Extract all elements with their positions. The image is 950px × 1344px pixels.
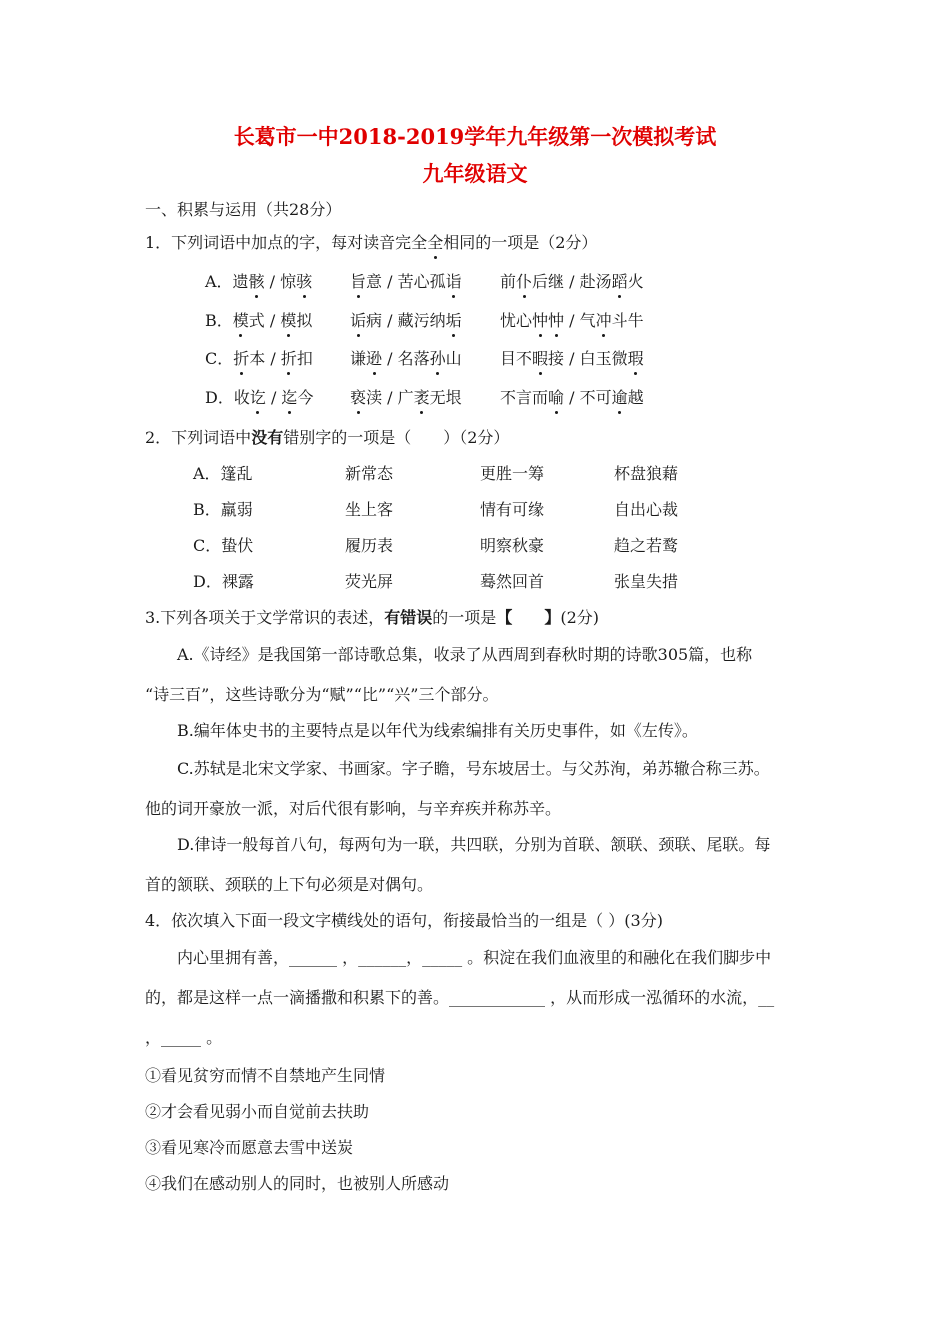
q4-choice-item: ④我们在感动别人的同时，也被别人所感动 — [145, 1174, 450, 1193]
q4-passage-line: 内心里拥有善，______ ，______，_____ 。积淀在我们血液里的和融化在我们脚步中 — [177, 948, 772, 967]
q4-choice-item: ③看见寒冷而愿意去雪中送炭 — [145, 1138, 354, 1157]
q4-choice-item: ①看见贫穷而情不自禁地产生同情 — [145, 1066, 386, 1085]
exam-subtitle: 九年级语文 — [422, 161, 528, 186]
q3-line: “诗三百”，这些诗歌分为“赋”“比”“兴”三个部分。 — [145, 685, 499, 704]
q3-line: 他的词开豪放一派，对后代很有影响，与辛弃疾并称苏辛。 — [145, 799, 562, 818]
q4-passage-line: ，_____ 。 — [145, 1028, 223, 1047]
section-heading: 一、积累与运用（共28分） — [145, 200, 342, 219]
q1-stem: 1．下列词语中加点的字，每对读音完全全相同的一项是（2分） — [145, 233, 598, 252]
q3-line: C.苏轼是北宋文学家、书画家。字子瞻，号东坡居士。与父苏洵，弟苏辙合称三苏。 — [177, 759, 770, 778]
q3-line: B.编年体史书的主要特点是以年代为线索编排有关历史事件，如《左传》。 — [177, 721, 698, 740]
q4-passage-line: 的，都是这样一点一滴播撒和积累下的善。____________ ，从而形成一泓循环的水流，__ — [145, 988, 775, 1007]
q3-stem: 3.下列各项关于文学常识的表述，有错误的一项是【 】(2分) — [145, 608, 599, 627]
q2-stem: 2．下列词语中没有错别字的一项是（ ）（2分） — [145, 428, 510, 447]
exam-title: 长葛市一中2018-2019学年九年级第一次模拟考试 — [233, 124, 717, 149]
q3-line: 首的颔联、颈联的上下句必须是对偶句。 — [145, 875, 434, 894]
q4-choice-item: ②才会看见弱小而自觉前去扶助 — [145, 1102, 370, 1121]
q3-line: A.《诗经》是我国第一部诗歌总集，收录了从西周到春秋时期的诗歌305篇，也称 — [177, 645, 753, 664]
q3-line: D.律诗一般每首八句，每两句为一联，共四联，分别为首联、颔联、颈联、尾联。每 — [177, 835, 771, 854]
q4-stem: 4．依次填入下面一段文字横线处的语句，衔接最恰当的一组是（ ）(3分) — [145, 911, 663, 930]
